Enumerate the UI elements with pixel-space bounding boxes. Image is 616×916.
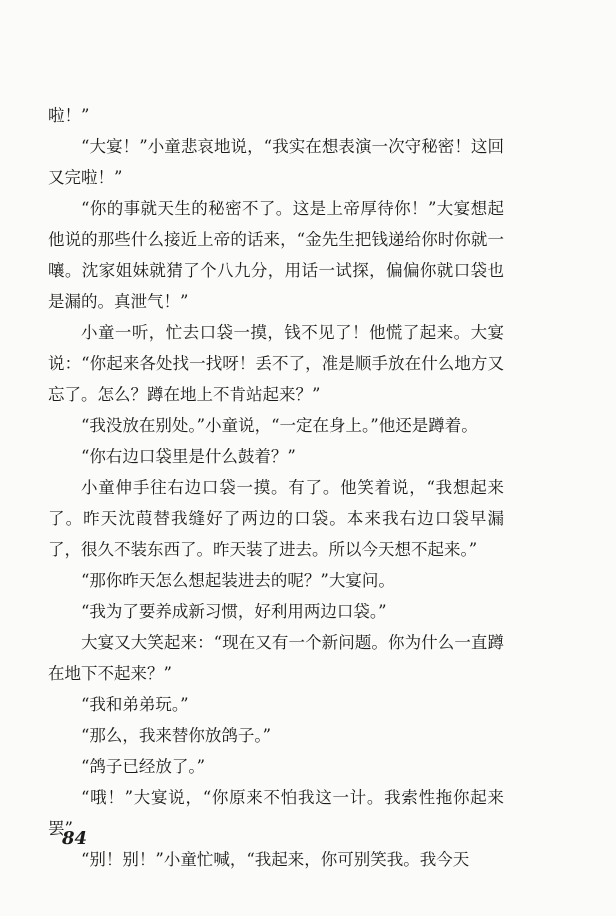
body-text [48,100,504,875]
paragraph: “哦！”大宴说，“你原来不怕我这一计。我索性拖你起来罢” [48,788,504,838]
paragraph: “那么，我来替你放鸽子。” [81,726,272,745]
paragraph: “那你昨天怎么想起装进去的呢？”大宴问。 [81,571,395,590]
paragraph: “我和弟弟玩。” [81,695,189,714]
paragraph: “你右边口袋里是什么鼓着？” [81,447,296,466]
paragraph: “我没放在别处。”小童说，“一定在身上。”他还是蹲着。 [81,416,478,435]
paragraph: 小童一听，忙去口袋一摸，钱不见了！他慌了起来。大宴说：“你起来各处找一找呀！丢不了，准是顺手放在什么地方又忘了。怎么？蹲在地上不肯站起来？” [48,323,504,404]
paragraph: 大宴又大笑起来：“现在又有一个新问题。你为什么一直蹲在地下不起来？” [48,633,504,683]
paragraph: “大宴！”小童悲哀地说，“我实在想表演一次守秘密！这回又完啦！” [48,137,504,187]
paragraph: “别！别！”小童忙喊，“我起来，你可别笑我。我今天 [81,850,470,869]
paragraph: “鸽子已经放了。” [81,757,206,776]
page-number: 84 [62,828,88,849]
paragraph: “我为了要养成新习惯，好利用两边口袋。” [81,602,387,621]
paragraph: “你的事就天生的秘密不了。这是上帝厚待你！”大宴想起他说的那些什么接近上帝的话来，“金先生把钱递给你时你就一嚷。沈家姐妹就猜了个八九分，用话一试探，偏偏你就口袋也是漏的。真泄气！” [48,199,504,311]
paragraph: 啦！” [48,106,90,125]
paragraph: 小童伸手往右边口袋一摸。有了。他笑着说，“我想起来了。昨天沈葭替我缝好了两边的口袋。本来我右边口袋早漏了，很久不装东西了。昨天装了进去。所以今天想不起来。” [48,478,504,559]
